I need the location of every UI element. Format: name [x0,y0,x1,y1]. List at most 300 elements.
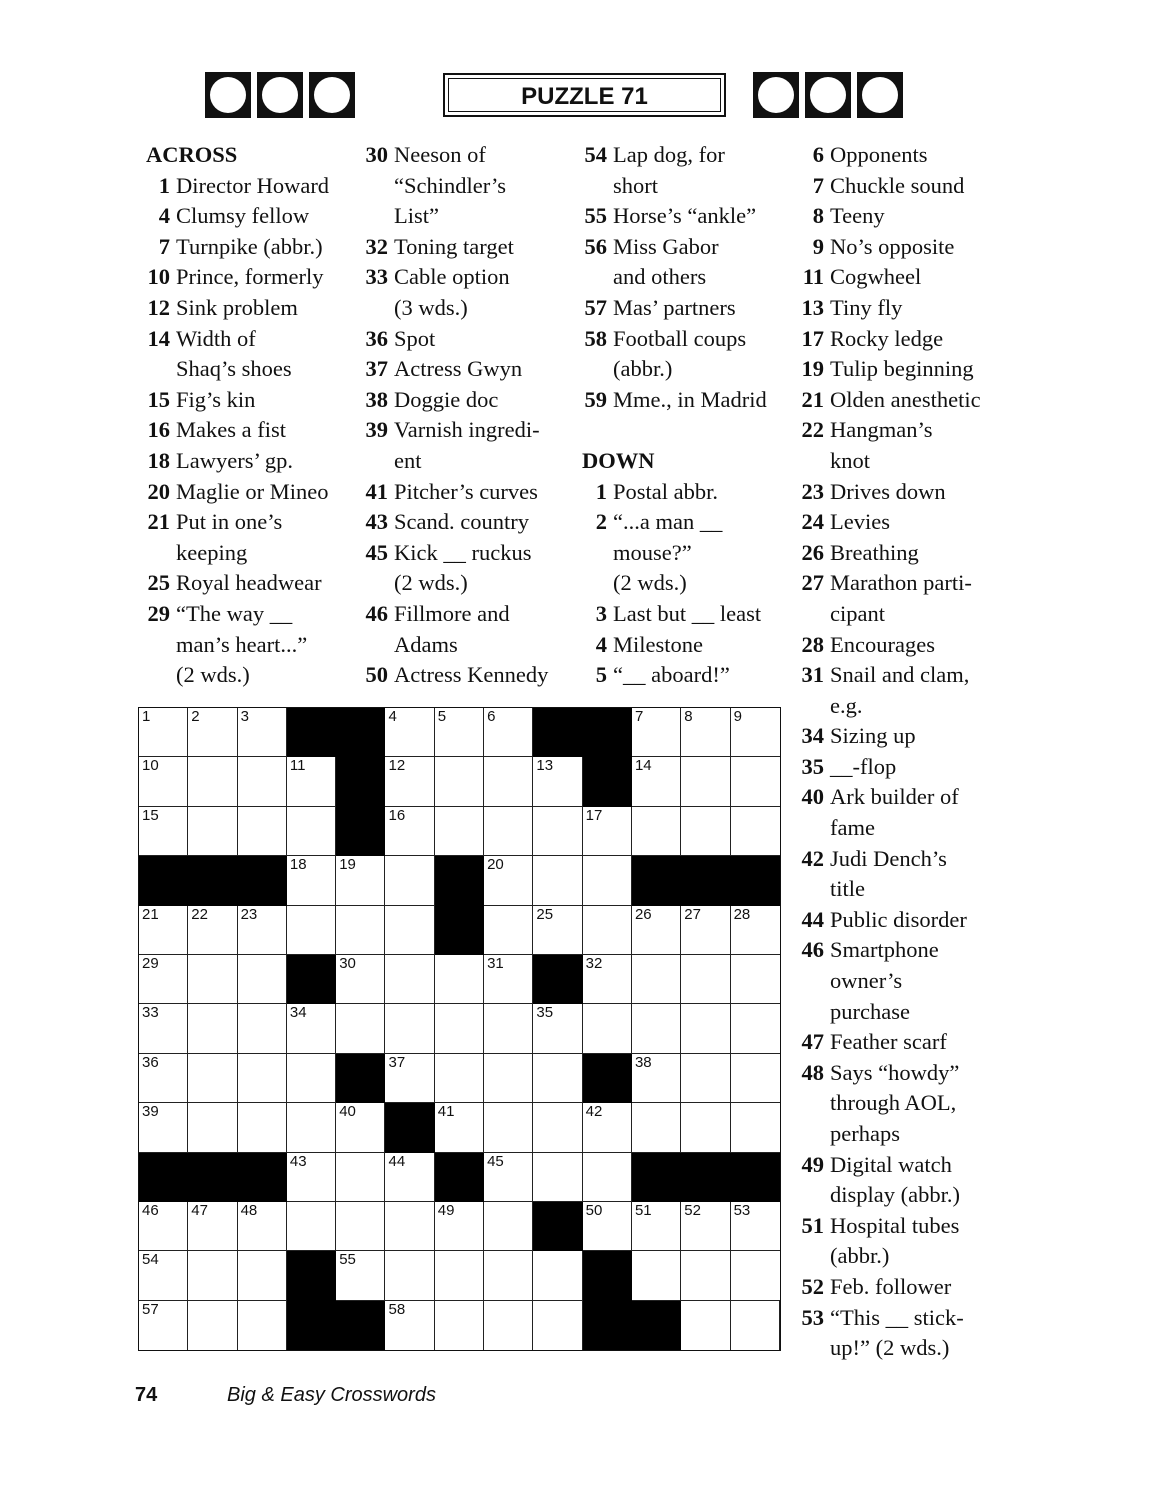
grid-cell[interactable] [632,757,681,806]
grid-cell[interactable] [484,757,533,806]
clue-text: “Schindler’s [394,172,507,198]
clue-line [582,324,767,355]
clue-line [146,446,329,477]
grid-cell[interactable] [533,1103,582,1152]
grid-block [632,856,681,905]
grid-cell[interactable] [385,1251,434,1300]
grid-cell[interactable] [435,1004,484,1053]
clue-number: 16 [147,417,170,443]
clue-text: “...a man __ [613,509,723,535]
clue-text: Maglie or Mineo [176,478,329,504]
grid-cell[interactable] [435,1301,484,1350]
grid-cell[interactable] [484,1153,533,1202]
clue-number: 9 [812,233,824,259]
clue-text: display (abbr.) [830,1182,960,1208]
grid-cell[interactable] [385,1004,434,1053]
clue-text: Olden anesthetic [830,386,981,412]
cell-number: 14 [634,757,652,775]
grid-cell[interactable] [583,1103,632,1152]
grid-cell[interactable] [484,856,533,905]
clue-number: 33 [365,264,388,290]
grid-cell[interactable] [681,906,730,955]
cell-number: 29 [142,954,159,972]
clue-line [582,538,767,569]
clue-line [799,324,981,355]
grid-cell[interactable] [139,708,188,757]
grid-cell[interactable] [287,807,336,856]
clue-text: “This __ stick- [830,1304,964,1330]
grid-cell[interactable] [435,955,484,1004]
clue-line [146,538,329,569]
grid-block [336,807,385,856]
grid-cell[interactable] [681,708,730,757]
grid-cell[interactable] [681,955,730,1004]
grid-cell[interactable] [188,807,237,856]
grid-cell[interactable] [188,708,237,757]
grid-cell[interactable] [731,955,780,1004]
grid-cell[interactable] [583,955,632,1004]
grid-cell[interactable] [731,807,780,856]
clue-line [799,966,981,997]
grid-cell[interactable] [336,1251,385,1300]
clue-line [582,630,767,661]
cell-number: 7 [634,708,644,725]
grid-cell[interactable] [139,1202,188,1251]
clue-line [799,1027,981,1058]
grid-cell[interactable] [484,906,533,955]
clue-line [799,1058,981,1089]
grid-cell[interactable] [336,856,385,905]
grid-cell[interactable] [731,906,780,955]
grid-cell[interactable] [681,1251,730,1300]
grid-cell[interactable] [484,1202,533,1251]
cell-number: 20 [487,856,504,874]
grid-cell[interactable] [533,807,582,856]
grid-cell[interactable] [632,1202,681,1251]
clue-number: 27 [801,570,824,596]
grid-cell[interactable] [731,1301,780,1350]
grid-cell[interactable] [188,1004,237,1053]
cell-number: 41 [437,1103,455,1121]
clue-line [363,446,548,477]
clue-number: 42 [801,845,824,871]
clue-number: 19 [801,356,824,382]
grid-cell[interactable] [139,1004,188,1053]
clue-text: Lap dog, for [613,142,725,167]
grid-cell[interactable] [435,1103,484,1152]
grid-block [336,708,385,757]
clue-text: Sink problem [176,294,298,320]
grid-cell[interactable] [583,856,632,905]
cell-number: 17 [585,806,603,824]
grid-cell[interactable] [287,1153,336,1202]
clue-number [582,568,613,599]
grid-cell[interactable] [287,1103,336,1152]
grid-cell[interactable] [632,906,681,955]
grid-cell[interactable] [681,1004,730,1053]
clue-text: ent [394,447,422,473]
grid-cell[interactable] [583,1153,632,1202]
clue-text: title [830,876,865,902]
grid-cell[interactable] [287,1004,336,1053]
clue-number [363,201,394,232]
clue-line [582,660,767,691]
clue-line [799,507,981,538]
grid-cell[interactable] [583,1004,632,1053]
grid-cell[interactable] [385,708,434,757]
grid-cell[interactable] [336,1202,385,1251]
grid-cell[interactable] [139,807,188,856]
grid-block [533,708,582,757]
grid-cell[interactable] [484,1103,533,1152]
clue-line [582,262,767,293]
cell-number: 25 [536,905,554,923]
grid-cell[interactable] [731,1004,780,1053]
cell-number: 1 [142,708,151,725]
grid-cell[interactable] [731,1202,780,1251]
clue-number [799,446,830,477]
grid-block [731,1153,780,1202]
clue-number: 44 [801,906,824,932]
clue-number: 51 [801,1212,824,1238]
grid-cell[interactable] [731,708,780,757]
grid-cell[interactable] [385,807,434,856]
clue-line [799,568,981,599]
clue-number: 28 [801,631,824,657]
clue-text: Milestone [613,631,703,657]
difficulty-box [857,72,903,118]
grid-cell[interactable] [188,1054,237,1103]
grid-cell[interactable] [385,757,434,806]
grid-cell[interactable] [484,1251,533,1300]
grid-cell[interactable] [238,1301,287,1350]
grid-block [583,1301,632,1350]
clue-text: Opponents [830,142,928,167]
grid-cell[interactable] [583,906,632,955]
grid-cell[interactable] [484,807,533,856]
grid-cell[interactable] [238,1004,287,1053]
grid-cell[interactable] [731,1054,780,1103]
grid-cell[interactable] [533,906,582,955]
grid-cell[interactable] [188,955,237,1004]
clue-number [363,446,394,477]
grid-cell[interactable] [188,906,237,955]
grid-block [238,1153,287,1202]
clue-text: Drives down [830,478,946,504]
grid-cell[interactable] [632,1103,681,1152]
clue-line [799,1303,981,1334]
clue-line [799,385,981,416]
clue-number: 17 [801,325,824,351]
cell-number: 46 [142,1201,159,1219]
grid-cell[interactable] [484,1301,533,1350]
grid-cell[interactable] [681,1054,730,1103]
grid-cell[interactable] [632,1251,681,1300]
clue-number: 1 [595,478,607,504]
clue-line [582,232,767,263]
clue-line [799,935,981,966]
grid-cell[interactable] [533,1054,582,1103]
grid-cell[interactable] [287,1202,336,1251]
clue-number [363,630,394,661]
grid-cell[interactable] [484,1054,533,1103]
puzzle-title-box [443,73,726,117]
clue-line [799,630,981,661]
cell-number: 28 [733,905,751,923]
cell-number: 44 [388,1152,406,1170]
clue-line [363,477,548,508]
clue-line [146,477,329,508]
grid-block [533,955,582,1004]
clue-number: 47 [801,1029,824,1055]
clue-line [582,293,767,324]
grid-cell[interactable] [188,757,237,806]
grid-cell[interactable] [533,1251,582,1300]
cell-number: 8 [684,708,693,725]
clue-column-1 [146,140,329,691]
grid-cell[interactable] [632,807,681,856]
clue-text: Sizing up [830,723,916,749]
clue-line [146,507,329,538]
clue-text: fame [830,815,875,841]
grid-cell[interactable] [238,1103,287,1152]
grid-cell[interactable] [435,757,484,806]
clue-text: “The way __ [176,600,293,626]
grid-cell[interactable] [238,1054,287,1103]
cell-number: 39 [142,1103,159,1121]
grid-cell[interactable] [435,807,484,856]
grid-cell[interactable] [731,1103,780,1152]
grid-cell[interactable] [533,1301,582,1350]
clue-text: Chuckle sound [830,172,965,198]
grid-cell[interactable] [435,1202,484,1251]
clue-text: e.g. [830,692,863,718]
clue-line [146,415,329,446]
clue-number: 1 [158,172,170,198]
clue-text: knot [830,447,871,473]
clue-line [799,262,981,293]
grid-cell[interactable] [238,757,287,806]
grid-cell[interactable] [139,757,188,806]
grid-block [287,1301,336,1350]
grid-block [583,1251,632,1300]
cell-number: 54 [142,1251,159,1269]
clue-number: 59 [584,386,607,412]
grid-cell[interactable] [336,1004,385,1053]
clue-line [799,752,981,783]
grid-block [188,1153,237,1202]
grid-cell[interactable] [533,1004,582,1053]
clue-number: 49 [801,1151,824,1177]
grid-cell[interactable] [385,955,434,1004]
grid-cell[interactable] [435,1251,484,1300]
clue-text: Prince, formerly [176,264,324,290]
page-number: 74 [135,1384,158,1406]
grid-cell[interactable] [533,856,582,905]
clue-text: (2 wds.) [176,662,250,688]
clue-text: Teeny [830,203,885,229]
grid-cell[interactable] [632,1004,681,1053]
clue-number: 18 [147,447,170,473]
grid-cell[interactable] [188,1301,237,1350]
grid-cell[interactable] [287,1054,336,1103]
clue-line [799,691,981,722]
clue-line [799,1272,981,1303]
clue-number: 29 [147,600,170,626]
grid-cell[interactable] [533,757,582,806]
clue-line [363,201,548,232]
clue-line [799,997,981,1028]
cell-number: 50 [585,1201,603,1219]
clue-number [582,538,613,569]
clue-text: purchase [830,998,910,1024]
grid-cell[interactable] [238,1202,287,1251]
grid-cell[interactable] [139,1301,188,1350]
grid-cell[interactable] [632,708,681,757]
clue-line [799,538,981,569]
grid-cell[interactable] [681,1202,730,1251]
clue-text: Says “howdy” [830,1059,960,1085]
grid-cell[interactable] [287,757,336,806]
grid-cell[interactable] [731,1251,780,1300]
grid-cell[interactable] [484,708,533,757]
clue-text: Actress Kennedy [394,662,549,688]
cell-number: 52 [684,1201,701,1219]
cell-number: 53 [733,1201,751,1219]
grid-cell[interactable] [139,906,188,955]
grid-cell[interactable] [139,955,188,1004]
clue-line [799,171,981,202]
grid-block [287,708,336,757]
grid-cell[interactable] [139,1251,188,1300]
grid-cell[interactable] [139,1054,188,1103]
section-heading: DOWN [582,447,655,473]
clue-line [363,293,548,324]
clue-number: 26 [801,539,824,565]
grid-cell[interactable] [287,856,336,905]
clue-text: Tulip beginning [830,356,974,382]
grid-cell[interactable] [238,1251,287,1300]
clue-text: Judi Dench’s [830,845,947,871]
clue-number: 58 [584,325,607,351]
grid-cell[interactable] [336,906,385,955]
grid-cell[interactable] [583,807,632,856]
clue-number: 21 [147,509,170,535]
grid-cell[interactable] [435,708,484,757]
grid-cell[interactable] [188,1103,237,1152]
clue-number: 20 [147,478,170,504]
grid-cell[interactable] [435,1054,484,1103]
grid-cell[interactable] [385,906,434,955]
grid-cell[interactable] [238,906,287,955]
grid-cell[interactable] [139,1103,188,1152]
cell-number: 27 [684,905,701,923]
clue-line [799,1333,981,1364]
clue-text: Feb. follower [830,1273,952,1299]
clue-text: (2 wds.) [613,570,687,596]
clue-text: Clumsy fellow [176,203,310,229]
grid-cell[interactable] [681,1103,730,1152]
cell-number: 16 [388,806,406,824]
clue-number [799,1180,830,1211]
clue-line [146,171,329,202]
clue-text: mouse?” [613,539,692,565]
grid-cell[interactable] [385,1153,434,1202]
clue-text: Encourages [830,631,935,657]
grid-cell[interactable] [385,1054,434,1103]
grid-cell[interactable] [385,856,434,905]
clue-line [799,354,981,385]
grid-cell[interactable] [385,1202,434,1251]
grid-cell[interactable] [681,1301,730,1350]
clue-line [582,171,767,202]
grid-cell[interactable] [533,1153,582,1202]
grid-cell[interactable] [336,955,385,1004]
clue-line [799,477,981,508]
cell-number: 47 [191,1201,208,1219]
clue-line [799,1241,981,1272]
grid-cell[interactable] [632,1054,681,1103]
grid-cell[interactable] [336,1153,385,1202]
clue-number: 45 [365,539,388,565]
clue-number [799,966,830,997]
clue-number: 14 [147,325,170,351]
clue-line [363,324,548,355]
grid-cell[interactable] [484,1004,533,1053]
crossword-grid[interactable] [138,707,781,1351]
grid-cell[interactable] [484,955,533,1004]
grid-cell[interactable] [188,1202,237,1251]
clue-number: 22 [801,417,824,443]
clue-line [799,140,981,171]
grid-cell[interactable] [583,1202,632,1251]
clue-number: 48 [801,1059,824,1085]
cell-number: 33 [142,1004,159,1022]
grid-cell[interactable] [632,955,681,1004]
clue-text: No’s opposite [830,233,955,259]
grid-cell[interactable] [681,757,730,806]
grid-cell[interactable] [188,1251,237,1300]
grid-cell[interactable] [238,955,287,1004]
clue-number: 24 [801,509,824,535]
grid-cell[interactable] [731,757,780,806]
grid-cell[interactable] [238,708,287,757]
clue-text: Fig’s kin [176,386,256,412]
clue-line [363,630,548,661]
spacer [582,415,767,446]
clue-number: 50 [365,662,388,688]
grid-cell[interactable] [681,807,730,856]
grid-cell[interactable] [385,1301,434,1350]
clue-number [799,1119,830,1150]
clue-text: owner’s [830,968,903,994]
cell-number: 10 [142,757,159,775]
clue-text: Last but __ least [613,600,762,626]
clue-number [146,354,176,385]
grid-cell[interactable] [238,807,287,856]
grid-block [287,955,336,1004]
cell-number: 21 [142,905,159,923]
clue-number: 5 [595,662,607,688]
clue-number: 32 [365,233,388,259]
clue-text: Marathon parti- [830,570,972,596]
grid-cell[interactable] [287,906,336,955]
grid-cell[interactable] [336,1103,385,1152]
clue-number: 8 [812,203,824,229]
clue-text: (abbr.) [830,1243,890,1269]
clue-text: Hospital tubes [830,1212,960,1238]
clue-number [799,813,830,844]
